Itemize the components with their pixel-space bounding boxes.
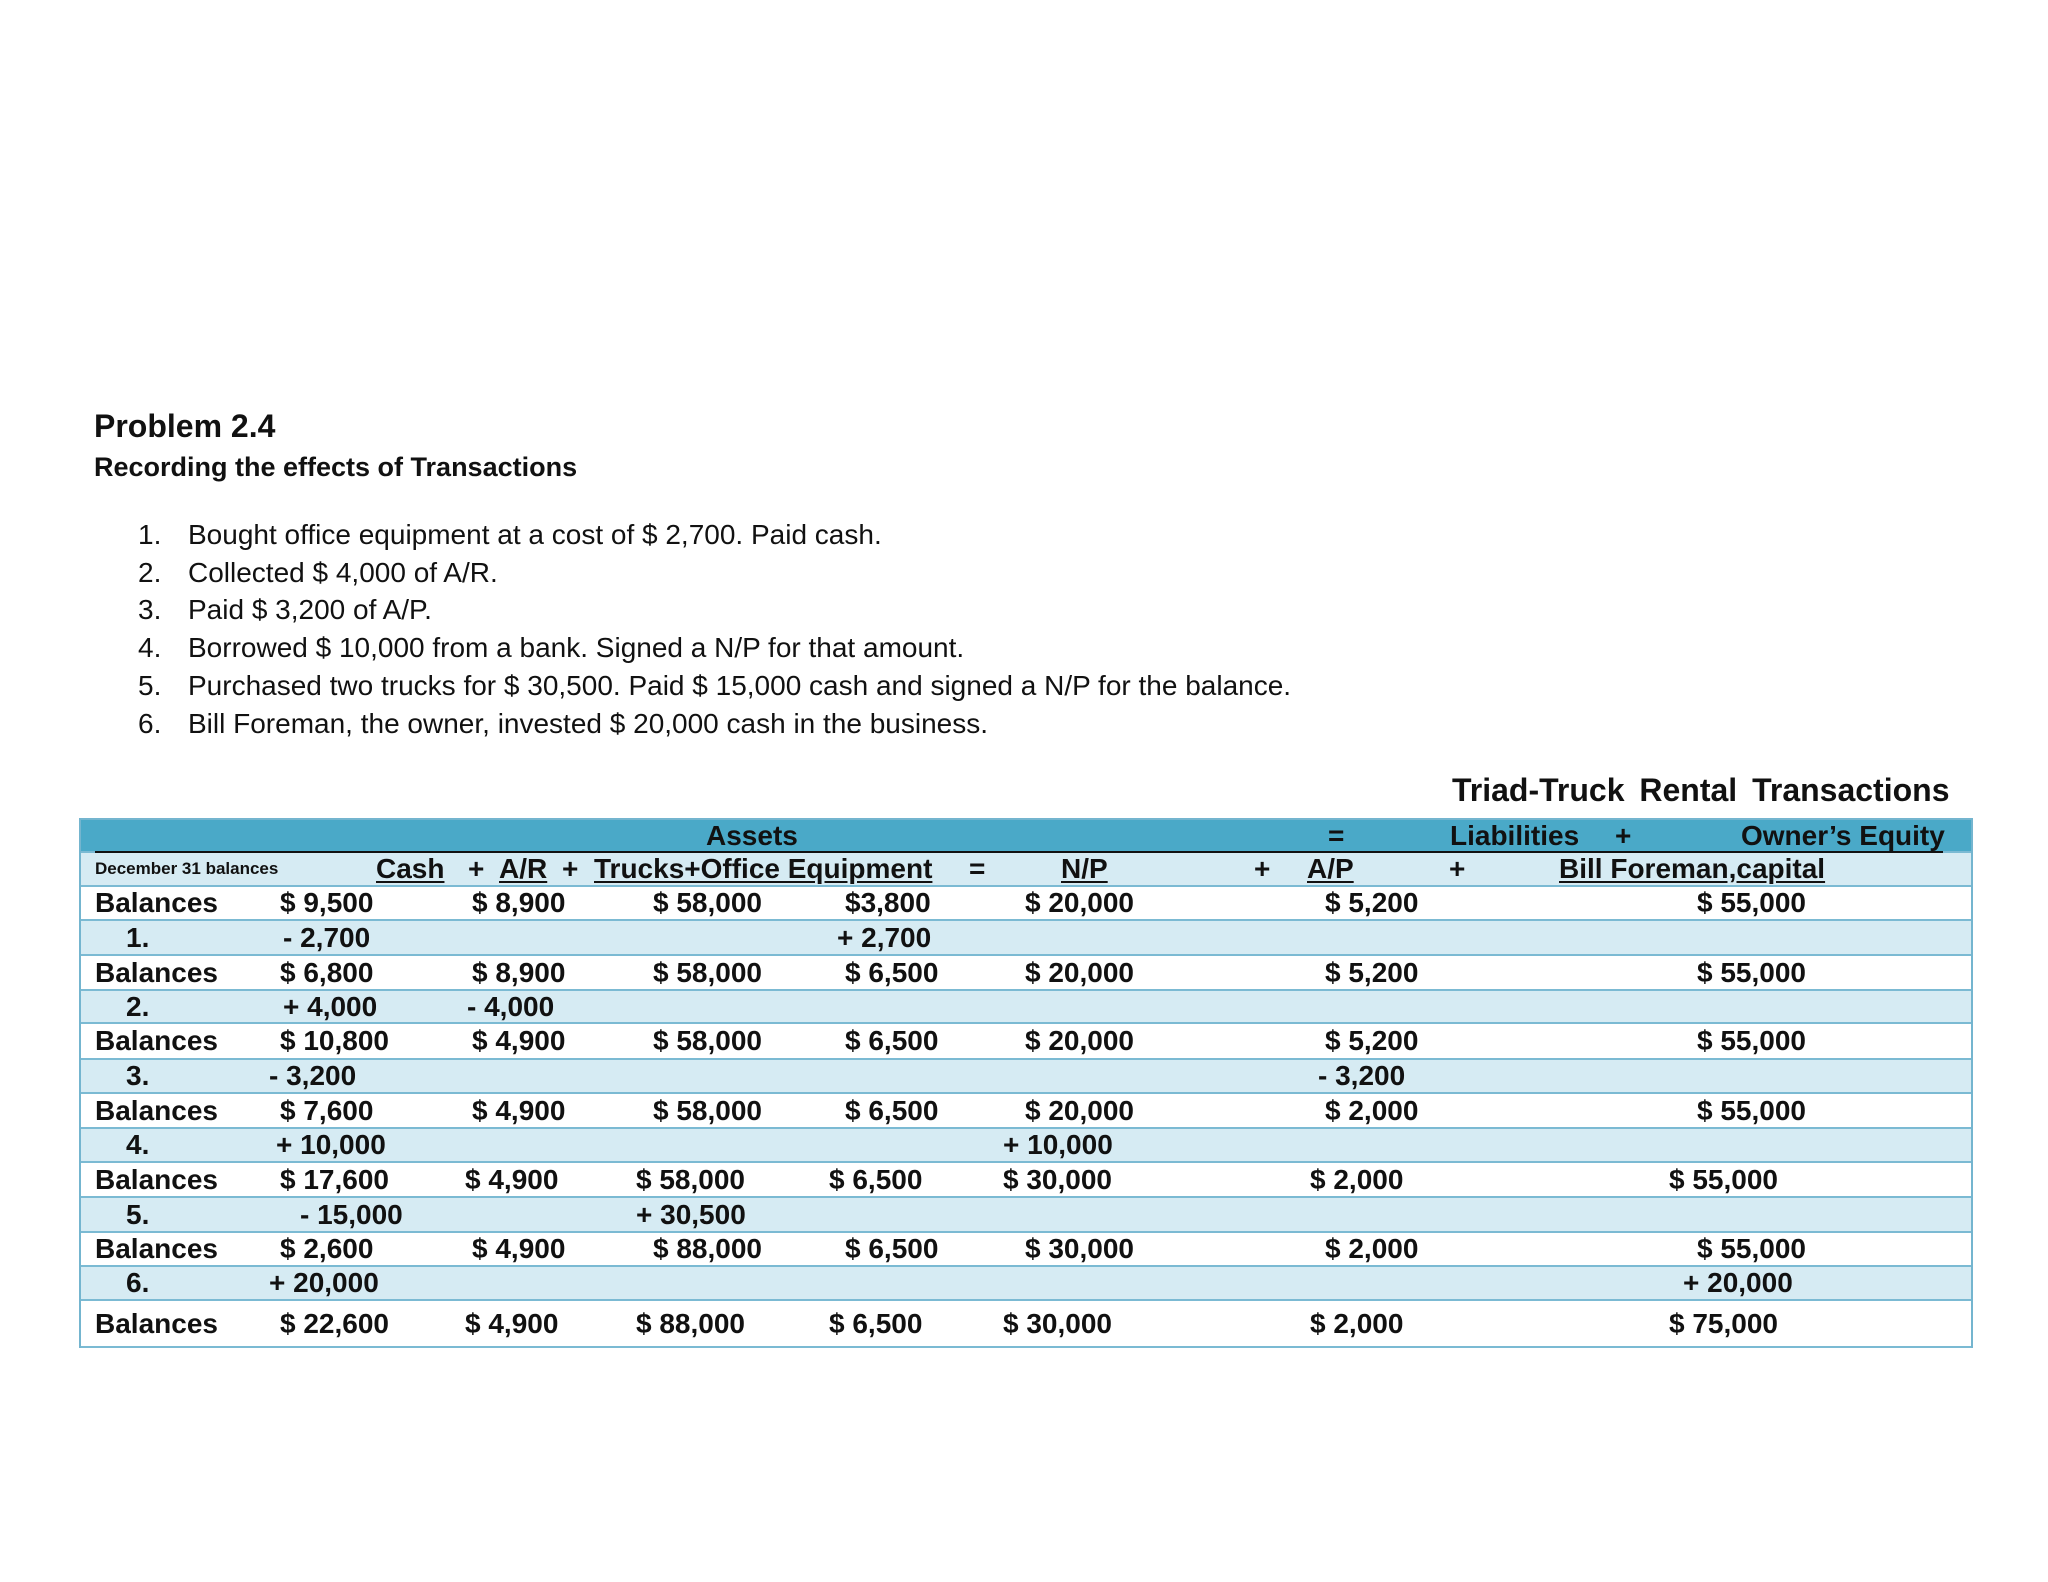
cell-np: + 10,000 [1003,1129,1113,1160]
cell-ar: $ 4,900 [465,1163,559,1195]
cell-np: $ 20,000 [1025,956,1134,988]
item-text: Bill Foreman, the owner, invested $ 20,000 cash in the business. [188,707,989,739]
cell-ar: $ 8,900 [472,956,566,988]
cell-ap: $ 5,200 [1325,887,1419,918]
header-np: N/P [1061,853,1108,884]
header-capital: Bill Foreman,capital [1559,853,1826,884]
table-header-row [81,820,1971,853]
cell-office: $ 6,500 [845,956,939,988]
header-assets: Assets [706,819,798,851]
cell-ap: $ 2,000 [1310,1307,1404,1339]
list-item [138,705,1291,743]
list-item [138,592,1291,630]
cell-office: $ 6,500 [845,1233,939,1264]
item-number: 1. [138,518,162,550]
list-item [138,667,1291,705]
item-text: Purchased two trucks for $ 30,500. Paid $ 15,000 cash and signed a N/P for the balance. [188,670,1292,702]
cell-ar: - 4,000 [467,990,555,1022]
transaction-row [81,991,1971,1024]
cell-np: $ 30,000 [1003,1307,1112,1339]
cell-label: 2. [126,990,150,1022]
cell-ar: $ 8,900 [472,887,566,918]
cell-ap: $ 2,000 [1325,1094,1419,1126]
cell-capital: $ 55,000 [1697,1233,1806,1264]
cell-cash: $ 22,600 [280,1307,389,1339]
header-ap: A/P [1307,853,1354,884]
cell-office: $ 6,500 [845,1094,939,1126]
cell-ap: $ 2,000 [1310,1163,1404,1195]
cell-ar: $ 4,900 [472,1094,566,1126]
cell-label: Balances [95,1094,218,1126]
item-number: 3. [138,594,162,626]
cell-np: $ 20,000 [1025,1025,1134,1056]
table-subheader-row [81,853,1971,887]
cell-label: Balances [95,1025,218,1056]
cell-capital: $ 55,000 [1697,1025,1806,1056]
cell-trucks: $ 58,000 [653,1025,762,1056]
cell-np: $ 30,000 [1003,1163,1112,1195]
list-item [138,516,1291,554]
cell-label: 6. [126,1267,150,1298]
item-text: Bought office equipment at a cost of $ 2,700. Paid cash. [188,518,882,550]
cell-capital: + 20,000 [1683,1267,1793,1298]
transaction-row [81,1198,1971,1233]
cell-label: Balances [95,1307,218,1339]
cell-np: $ 20,000 [1025,887,1134,918]
header-plus-1: + [468,853,485,884]
header-plus-2: + [562,853,579,884]
cell-label: Balances [95,956,218,988]
cell-label: Balances [95,1233,218,1264]
cell-ap: - 3,200 [1318,1060,1406,1091]
cell-cash: + 20,000 [269,1267,379,1298]
cell-label: Balances [95,1163,218,1195]
cell-cash: + 4,000 [283,990,378,1022]
item-text: Borrowed $ 10,000 from a bank. Signed a N/P for that amount. [188,632,965,664]
problem-subtitle: Recording the effects of Transactions [94,452,578,482]
header-plus-4: + [1449,853,1466,884]
header-liabilities: Liabilities [1450,819,1580,851]
cell-trucks: + 30,500 [636,1198,746,1230]
cell-trucks: $ 88,000 [636,1307,745,1339]
cell-ar: $ 4,900 [472,1025,566,1056]
cell-office: $3,800 [845,887,931,918]
cell-trucks: $ 58,000 [653,956,762,988]
header-plus-3: + [1254,853,1271,884]
cell-capital: $ 55,000 [1697,1094,1806,1126]
cell-trucks: $ 88,000 [653,1233,762,1264]
transaction-row [81,921,1971,956]
cell-np: $ 30,000 [1025,1233,1134,1264]
cell-trucks: $ 58,000 [653,1094,762,1126]
cell-cash: $ 10,800 [280,1025,389,1056]
cell-ap: $ 5,200 [1325,1025,1419,1056]
balances-row [81,1024,1971,1060]
balances-row [81,1233,1971,1267]
cell-label: 3. [126,1060,150,1091]
header-plus: + [1615,819,1632,851]
cell-trucks: $ 58,000 [653,887,762,918]
table-caption: Triad-Truck Rental Transactions [1452,772,1950,808]
cell-label: 1. [126,921,150,953]
cell-office: $ 6,500 [845,1025,939,1056]
balances-row [81,1301,1971,1348]
item-number: 6. [138,707,162,739]
cell-cash: - 2,700 [283,921,371,953]
transactions-table [79,818,1973,1348]
cell-cash: $ 6,800 [280,956,374,988]
cell-office: $ 6,500 [829,1163,923,1195]
cell-office: + 2,700 [837,921,932,953]
cell-ap: $ 2,000 [1325,1233,1419,1264]
cell-cash: - 3,200 [269,1060,357,1091]
item-text: Paid $ 3,200 of A/P. [188,594,432,626]
cell-cash: $ 9,500 [280,887,374,918]
header-equals: = [1328,819,1345,851]
cell-capital: $ 75,000 [1669,1307,1778,1339]
header-owners-equity: Owner’s Equity [1741,819,1945,851]
header-date: December 31 balances [95,859,279,878]
cell-ar: $ 4,900 [472,1233,566,1264]
cell-cash: - 15,000 [300,1198,403,1230]
header-equals-2: = [969,853,986,884]
cell-trucks: $ 58,000 [636,1163,745,1195]
cell-office: $ 6,500 [829,1307,923,1339]
cell-cash: $ 2,600 [280,1233,374,1264]
header-trucks-office: Trucks+Office Equipment [594,853,933,884]
transaction-row [81,1060,1971,1094]
cell-label: Balances [95,887,218,918]
transaction-list [138,516,1291,743]
transaction-row [81,1129,1971,1163]
cell-label: 5. [126,1198,150,1230]
cell-capital: $ 55,000 [1697,887,1806,918]
cell-capital: $ 55,000 [1669,1163,1778,1195]
cell-ap: $ 5,200 [1325,956,1419,988]
cell-label: 4. [126,1129,150,1160]
cell-cash: $ 7,600 [280,1094,374,1126]
item-number: 2. [138,556,162,588]
cell-np: $ 20,000 [1025,1094,1134,1126]
problem-title: Problem 2.4 [94,408,276,444]
balances-row [81,1094,1971,1129]
balances-row [81,1163,1971,1198]
transaction-row [81,1267,1971,1301]
item-number: 5. [138,670,162,702]
header-cash: Cash [376,853,445,884]
cell-cash: + 10,000 [276,1129,386,1160]
cell-cash: $ 17,600 [280,1163,389,1195]
balances-row [81,956,1971,991]
item-number: 4. [138,632,162,664]
cell-capital: $ 55,000 [1697,956,1806,988]
cell-ar: $ 4,900 [465,1307,559,1339]
item-text: Collected $ 4,000 of A/R. [188,556,498,588]
header-ar: A/R [499,853,548,884]
list-item [138,554,1291,592]
list-item [138,629,1291,667]
balances-row [81,887,1971,921]
